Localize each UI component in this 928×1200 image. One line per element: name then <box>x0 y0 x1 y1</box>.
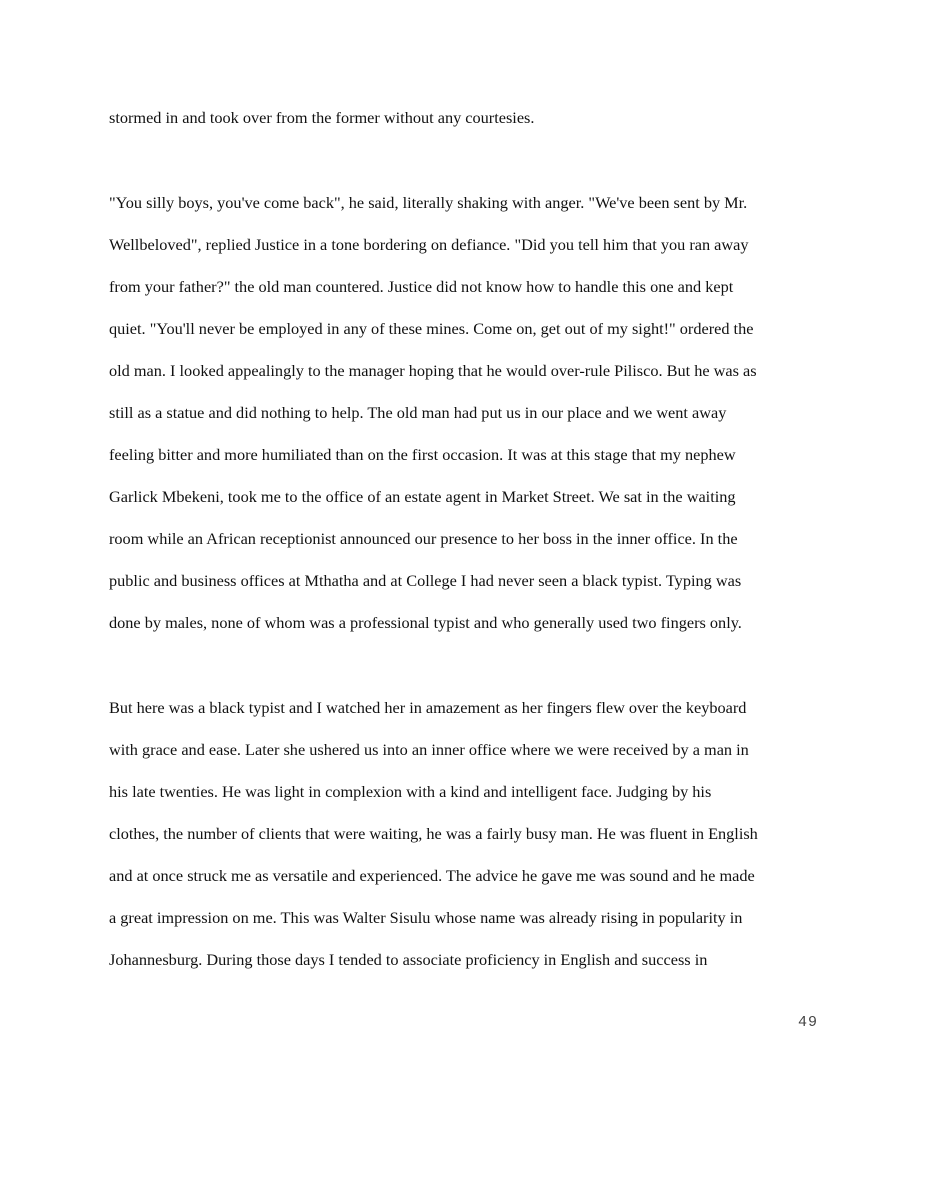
text-line: quiet. "You'll never be employed in any of these mines. Come on, get out of my sight!" ordered the <box>109 319 754 338</box>
text-line: and at once struck me as versatile and experienced. The advice he gave me was sound and he made <box>109 866 755 885</box>
text-line: Johannesburg. During those days I tended to associate proficiency in English and success in <box>109 950 708 969</box>
text-line: stormed in and took over from the former without any courtesies. <box>109 108 535 127</box>
text-line: done by males, none of whom was a professional typist and who generally used two fingers only. <box>109 613 742 632</box>
text-line: Wellbeloved", replied Justice in a tone bordering on defiance. "Did you tell him that you ran away <box>109 235 749 254</box>
paragraph-3 <box>109 687 824 981</box>
text-line: room while an African receptionist announced our presence to her boss in the inner office. In the <box>109 529 738 548</box>
paragraph-gap <box>109 644 824 687</box>
text-line: clothes, the number of clients that were waiting, he was a fairly busy man. He was fluent in English <box>109 824 758 843</box>
text-line: But here was a black typist and I watched her in amazement as her fingers flew over the keyboard <box>109 698 747 717</box>
text-line: old man. I looked appealingly to the manager hoping that he would over-rule Pilisco. But he was as <box>109 361 757 380</box>
text-line: "You silly boys, you've come back", he said, literally shaking with anger. "We've been sent by Mr. <box>109 193 748 212</box>
text-line: feeling bitter and more humiliated than on the first occasion. It was at this stage that my nephew <box>109 445 736 464</box>
paragraph-1 <box>109 97 824 139</box>
text-line: from your father?" the old man countered. Justice did not know how to handle this one and kept <box>109 277 734 296</box>
text-line: his late twenties. He was light in complexion with a kind and intelligent face. Judging by his <box>109 782 712 801</box>
text-line: still as a statue and did nothing to help. The old man had put us in our place and we went away <box>109 403 727 422</box>
text-line: public and business offices at Mthatha and at College I had never seen a black typist. Typing was <box>109 571 742 590</box>
text-line: with grace and ease. Later she ushered us into an inner office where we were received by a man in <box>109 740 749 759</box>
paragraph-2 <box>109 182 824 644</box>
page-number: 49 <box>797 1014 818 1031</box>
text-line: a great impression on me. This was Walter Sisulu whose name was already rising in popularity in <box>109 908 743 927</box>
body-text <box>109 97 824 981</box>
paragraph-gap <box>109 139 824 182</box>
text-line: Garlick Mbekeni, took me to the office of an estate agent in Market Street. We sat in the waiting <box>109 487 736 506</box>
